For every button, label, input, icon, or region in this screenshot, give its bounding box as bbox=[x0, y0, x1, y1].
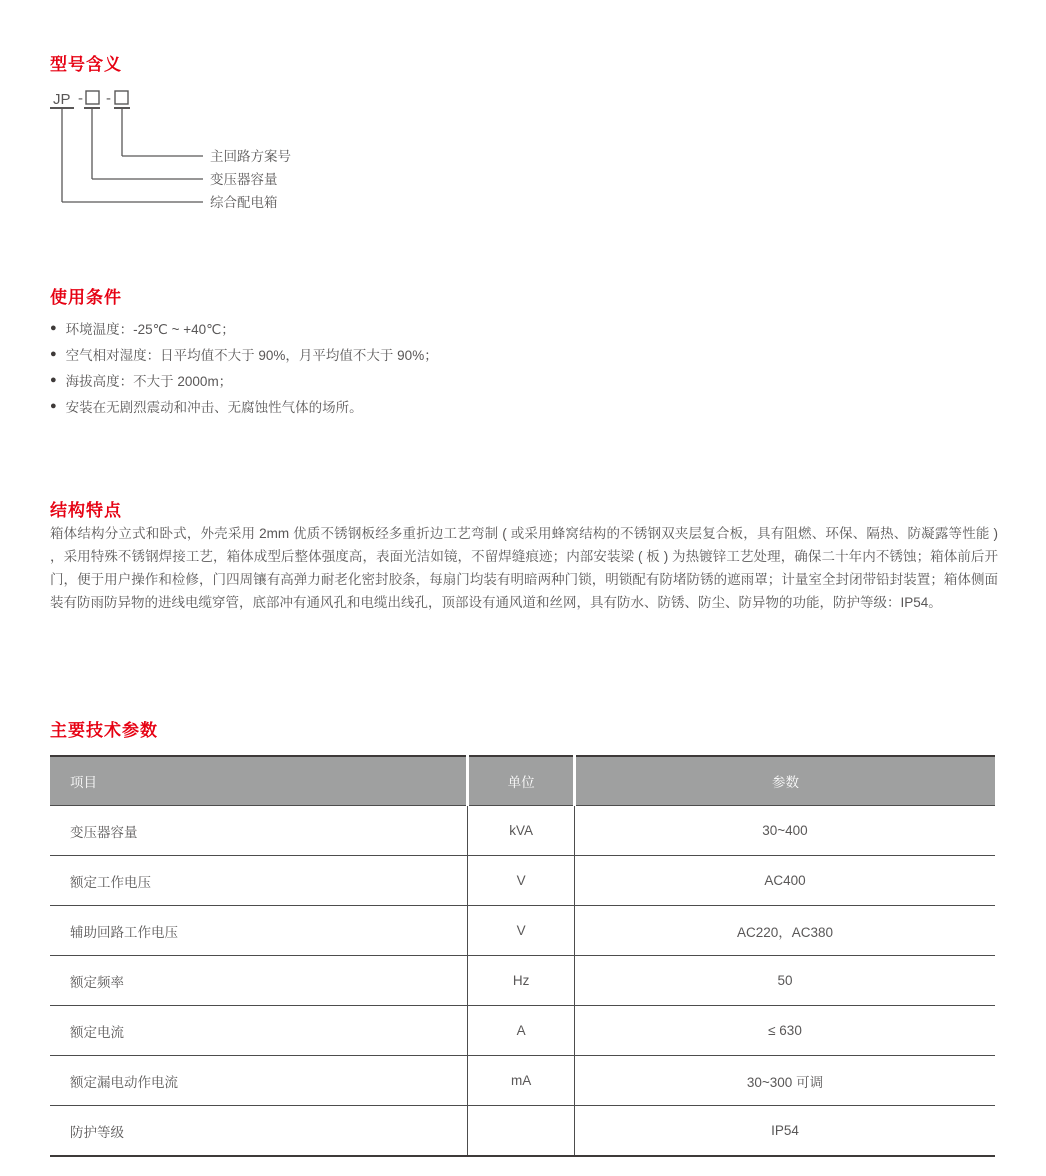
bullet-icon: ● bbox=[50, 321, 57, 334]
section-title-tech-parameters: 主要技术参数 bbox=[50, 721, 158, 740]
condition-text: 环境温度：-25℃ ~ +40℃； bbox=[65, 322, 235, 337]
cell-unit: kVA bbox=[468, 806, 575, 856]
cell-unit bbox=[468, 1106, 575, 1157]
table-row bbox=[50, 856, 995, 906]
cell-item: 额定工作电压 bbox=[50, 856, 468, 906]
cell-unit: mA bbox=[468, 1056, 575, 1106]
model-code-separator: - bbox=[78, 90, 83, 107]
section-title-model-meaning: 型号含义 bbox=[50, 55, 122, 74]
cell-param: 30~400 bbox=[574, 806, 995, 856]
cell-item: 防护等级 bbox=[70, 1124, 124, 1140]
model-code-separator: - bbox=[106, 90, 111, 107]
column-header-param: 参数 bbox=[574, 756, 995, 806]
cell-item: 额定电流 bbox=[50, 1006, 468, 1056]
section-title-structural-features: 结构特点 bbox=[50, 501, 122, 520]
table-row bbox=[50, 806, 995, 856]
cell-item: 变压器容量 bbox=[50, 806, 468, 856]
cell-item: 额定漏电动作电流 bbox=[50, 1056, 468, 1106]
column-header-item: 项目 bbox=[50, 756, 468, 806]
table-row bbox=[50, 1106, 995, 1157]
condition-text: 空气相对湿度：日平均值不大于 90%，月平均值不大于 90%； bbox=[65, 348, 438, 363]
table-row bbox=[50, 906, 995, 956]
condition-text: 海拔高度：不大于 2000m； bbox=[65, 374, 233, 389]
list-item bbox=[50, 393, 438, 419]
list-item bbox=[50, 341, 438, 367]
table-header-row bbox=[50, 756, 995, 806]
cell-unit: Hz bbox=[468, 956, 575, 1006]
table-row bbox=[50, 956, 995, 1006]
model-label-main-circuit: 主回路方案号 bbox=[210, 149, 291, 164]
condition-text: 安装在无剧烈震动和冲击、无腐蚀性气体的场所。 bbox=[65, 400, 363, 415]
cell-param: 30~300 可调 bbox=[574, 1056, 995, 1106]
model-placeholder-box-icon bbox=[115, 91, 128, 104]
list-item bbox=[50, 367, 438, 393]
model-code-prefix: JP bbox=[53, 91, 71, 108]
model-label-transformer-capacity: 变压器容量 bbox=[210, 172, 278, 187]
bullet-icon: ● bbox=[50, 347, 57, 360]
model-placeholder-box-icon bbox=[86, 91, 99, 104]
column-header-unit: 单位 bbox=[468, 756, 575, 806]
cell-param: IP54 bbox=[574, 1106, 995, 1157]
cell-unit: V bbox=[468, 856, 575, 906]
table-row bbox=[50, 1056, 995, 1106]
conditions-list bbox=[50, 315, 438, 419]
cell-param: ≤ 630 bbox=[574, 1006, 995, 1056]
cell-item: 额定频率 bbox=[50, 956, 468, 1006]
cell-param: AC220，AC380 bbox=[574, 906, 995, 956]
cell-param: 50 bbox=[574, 956, 995, 1006]
cell-unit: V bbox=[468, 906, 575, 956]
tech-params-table bbox=[50, 755, 995, 1157]
cell-unit: A bbox=[468, 1006, 575, 1056]
section-title-usage-conditions: 使用条件 bbox=[50, 288, 122, 307]
structural-features-paragraph: 箱体结构分立式和卧式，外壳采用 2mm 优质不锈钢板经多重折边工艺弯制 ( 或采用蜂窝结构的不锈钢双夹层复合板，具有阻燃、环保、隔热、防凝露等性能 ) ，采用特殊不锈钢焊接工艺，箱体成型后整体强度高，表面光洁如镜，不留焊缝痕迹；内部安装梁 ( 板 ) 为热镀锌工艺处理，确保二十年内不锈蚀；箱体前后开门，便于用户操作和检修，门四周镶有高弹力耐老化密封胶条，每扇门均装有明暗两种门锁，明锁配有防堵防锈的遮雨罩；计量室全封闭带铅封装置；箱体侧面装有防雨防异物的进线电缆穿管，底部冲有通风孔和电缆出线孔，顶部设有通风道和丝网，具有防水、防锈、防尘、防异物的功能，防护等级：IP54。 bbox=[50, 526, 998, 610]
model-label-distribution-box: 综合配电箱 bbox=[210, 195, 278, 210]
bullet-icon: ● bbox=[50, 373, 57, 386]
table-row bbox=[50, 1006, 995, 1056]
cell-param: AC400 bbox=[574, 856, 995, 906]
bullet-icon: ● bbox=[50, 399, 57, 412]
cell-item: 辅助回路工作电压 bbox=[50, 906, 468, 956]
model-code-diagram bbox=[48, 86, 748, 216]
list-item bbox=[50, 315, 438, 341]
